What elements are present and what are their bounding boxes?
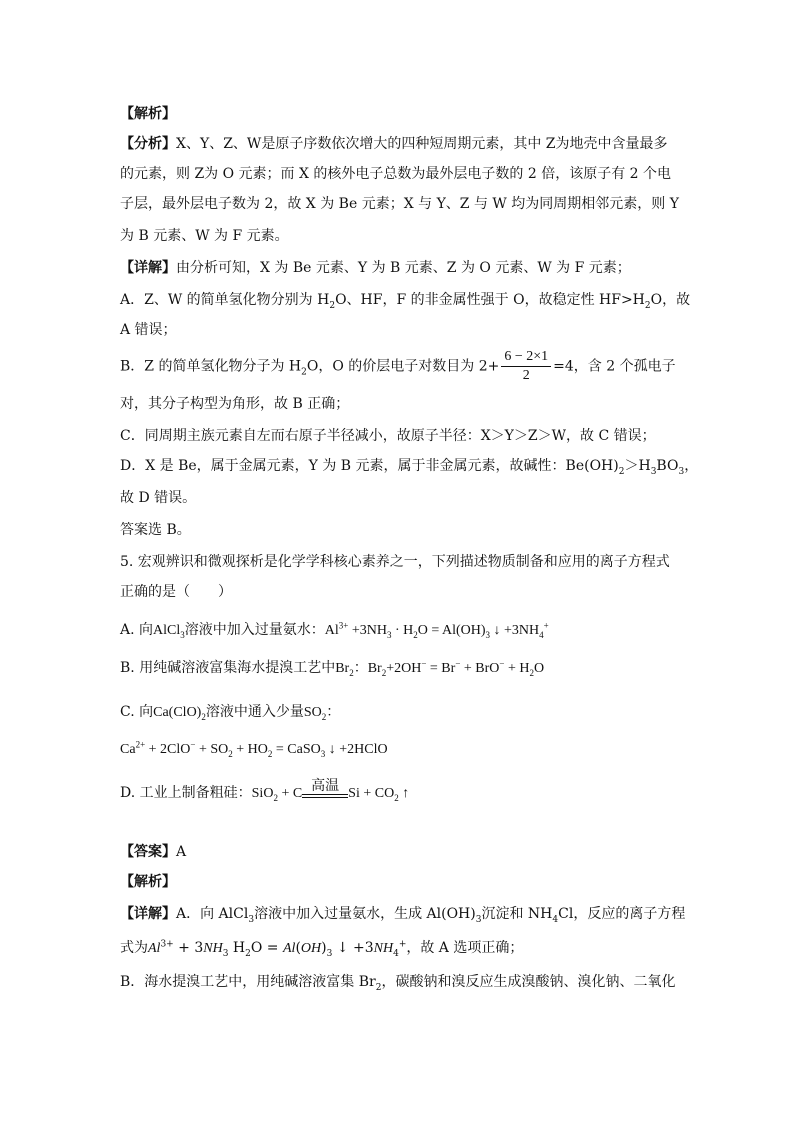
xiangjie-a-line-2: 式为$Al^{3+} + 3NH_3$ $H_2O = Al(OH)_3$ ↓ $+3NH_4^+$，故 A 选项正确；: [120, 939, 524, 959]
option-b: B. 用纯碱溶液富集海水提溴工艺中$Br_2$：$Br_2+2OH^- = Br^- + BrO^- + H_2O$: [120, 658, 545, 678]
xiangjie-label: 【详解】: [120, 260, 176, 276]
xiangjie-b-line: B．海水提溴工艺中，用纯碱溶液富集 $Br_2$，碳酸钠和溴反应生成溴酸钠、溴化钠、二氧化: [120, 974, 676, 993]
option-c-equation: $Ca^{2+} + 2ClO^- + SO_2 + HO_2$ = CaSO$_3$ ↓ +2HClO: [120, 739, 388, 759]
option-b-analysis: B．Z 的简单氢化物分子为 $H_2O$，O 的价层电子对数目为 2+ $\frac{6 - 2\times 1}{2}$ =4，含 2 个孤电子: [120, 349, 676, 383]
fenxi-line-1: 【分析】X、Y、Z、W是原子序数依次增大的四种短周期元素，其中 Z为地壳中含量最多: [120, 136, 668, 152]
fenxi-line-4: 为 B 元素、W 为 F 元素。: [120, 228, 289, 244]
option-b-analysis-2: 对，其分子构型为角形，故 B 正确；: [120, 396, 350, 412]
analysis-header: 【解析】: [120, 106, 176, 122]
answer-label-line: 【答案】A: [120, 844, 187, 860]
high-temp-condition: 高温: [302, 778, 348, 804]
xiangjie-a-line-1: 【详解】A．向 AlCl$_3$溶液中加入过量氨水，生成 $Al(OH)_3$沉淀和 $NH_4Cl$，反应的离子方程: [120, 906, 686, 925]
question-5-stem-1: 5. 宏观辨识和微观探析是化学学科核心素养之一，下列描述物质制备和应用的离子方程式: [120, 554, 670, 570]
option-c-analysis: C．同周期主族元素自左而右原子半径减小，故原子半径：X＞Y＞Z＞W，故 C 错误；: [120, 428, 656, 444]
option-d: D. 工业上制备粗硅：SiO$_2$ + C 高温 $Si + CO_2$ ↑: [120, 778, 410, 803]
option-a-analysis-2: A 错误；: [120, 322, 177, 338]
option-d-analysis-2: 故 D 错误。: [120, 490, 197, 506]
option-d-analysis: D．X 是 Be，属于金属元素，Y 为 B 元素，属于非金属元素，故碱性：$Be(OH)_2>H_3BO_3$，: [120, 458, 699, 477]
fraction: $\frac{6 - 2\times 1}{2}$: [501, 348, 551, 385]
answer-line: 答案选 B。: [120, 522, 191, 538]
option-c: C. 向$Ca(ClO)_2$溶液中通入少量$SO_2$：: [120, 704, 341, 722]
option-a: A. 向AlCl$_3$溶液中加入过量氨水：$Al^{3+} +3NH_3 \cdot H_2O = Al(OH)_3$ ↓ $+3NH_4^+$: [120, 620, 549, 640]
fenxi-label: 【分析】: [120, 136, 176, 152]
option-a-analysis: A．Z、W 的简单氢化物分别为 $H_2O$、HF，F 的非金属性强于 O，故稳定性 $HF>H_2O$，故: [120, 292, 691, 311]
xiangjie-line: 【详解】由分析可知，X 为 Be 元素、Y 为 B 元素、Z 为 O 元素、W 为 F 元素；: [120, 260, 631, 276]
question-5-stem-2: 正确的是（ ）: [120, 584, 232, 600]
analysis-header-2: 【解析】: [120, 874, 176, 890]
fenxi-line-2: 的元素，则 Z为 O 元素；而 X 的核外电子总数为最外层电子数的 2 倍，该原子有 2 个电: [120, 166, 672, 182]
fenxi-line-3: 子层，最外层电子数为 2，故 X 为 Be 元素；X 与 Y、Z 与 W 均为同周期相邻元素，则 Y: [120, 196, 679, 212]
